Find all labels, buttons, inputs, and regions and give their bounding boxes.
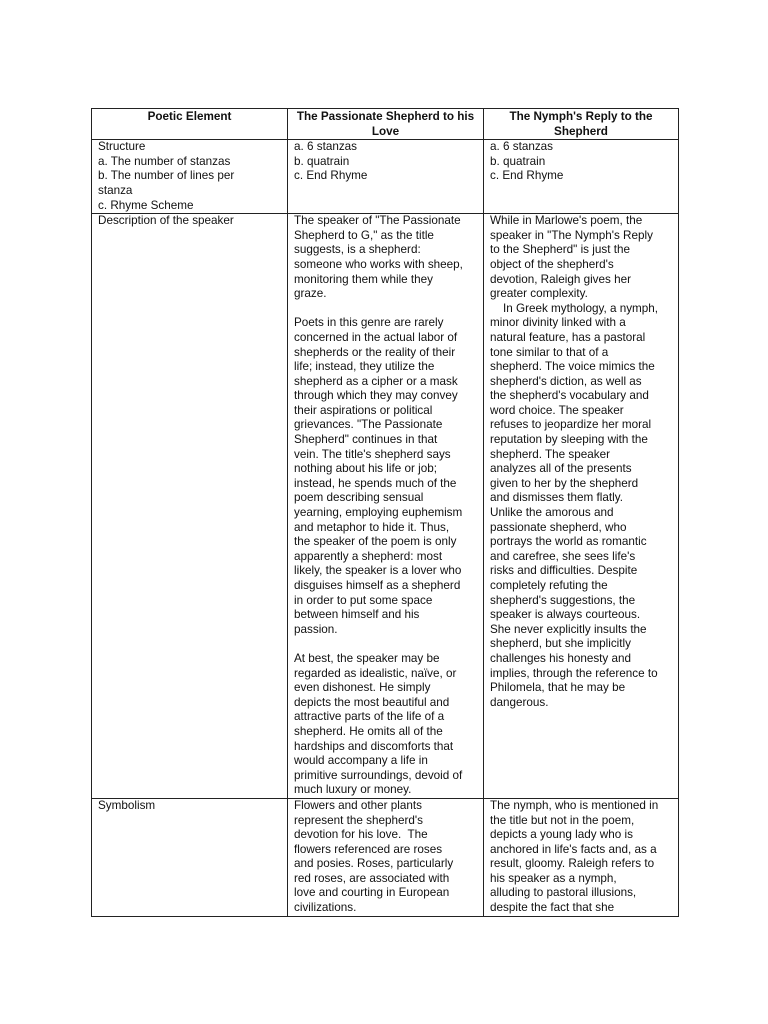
cell-line: greater complexity. bbox=[490, 287, 588, 301]
table-header-row bbox=[92, 109, 679, 140]
table-row-structure bbox=[92, 140, 679, 214]
cell-line: speaker is always courteous. bbox=[490, 608, 641, 622]
cell-line: Unlike the amorous and bbox=[490, 506, 614, 520]
cell-line: likely, the speaker is a lover who bbox=[294, 564, 462, 578]
cell-line: vein. The title's shepherd says bbox=[294, 447, 451, 461]
cell-line: the title but not in the poem, bbox=[490, 813, 635, 827]
cell-line: reputation by sleeping with the bbox=[490, 433, 648, 447]
table-row-description bbox=[92, 214, 679, 799]
cell-line: anchored in life's facts and, as a bbox=[490, 842, 657, 856]
cell-line: tone similar to that of a bbox=[490, 345, 609, 359]
cell-line: poem describing sensual bbox=[294, 491, 424, 505]
cell-line: someone who works with sheep, bbox=[294, 257, 463, 271]
cell-line: shepherd. The voice mimics the bbox=[490, 360, 655, 374]
cell-line: shepherd, but she implicitly bbox=[490, 637, 631, 651]
cell-symbolism-shepherd bbox=[288, 798, 484, 916]
cell-line: in order to put some space bbox=[294, 593, 433, 607]
cell-line: and posies. Roses, particularly bbox=[294, 857, 454, 871]
cell-line: grievances. "The Passionate bbox=[294, 418, 443, 432]
cell-line: concerned in the actual labor of bbox=[294, 330, 458, 344]
cell-symbolism-element bbox=[92, 798, 288, 916]
cell-line: apparently a shepherd: most bbox=[294, 549, 443, 563]
cell-line: flowers referenced are roses bbox=[294, 842, 443, 856]
cell-line: even dishonest. He simply bbox=[294, 681, 431, 695]
cell-line: Philomela, that he may be bbox=[490, 681, 626, 695]
cell-line: Poets in this genre are rarely bbox=[294, 316, 444, 330]
cell-line: nothing about his life or job; bbox=[294, 462, 437, 476]
cell-line: depicts the most beautiful and bbox=[294, 695, 450, 709]
cell-line: alluding to pastoral illusions, bbox=[490, 886, 637, 900]
cell-line: through which they may convey bbox=[294, 389, 458, 403]
cell-paragraph bbox=[294, 316, 477, 637]
cell-line: analyzes all of the presents bbox=[490, 462, 632, 476]
cell-line: shepherd's diction, as well as bbox=[490, 374, 642, 388]
cell-line: Description of the speaker bbox=[98, 214, 234, 228]
cell-line: c. Rhyme Scheme bbox=[98, 198, 194, 212]
cell-paragraph bbox=[294, 652, 477, 798]
cell-line: speaker in "The Nymph's Reply bbox=[490, 228, 653, 242]
cell-line: risks and difficulties. Despite bbox=[490, 564, 638, 578]
cell-line: stanza bbox=[98, 183, 133, 197]
cell-line: the shepherd's vocabulary and bbox=[490, 389, 649, 403]
cell-line: completely refuting the bbox=[490, 579, 608, 592]
cell-line: suggests, is a shepherd: bbox=[294, 243, 421, 257]
cell-line: despite the fact that she bbox=[490, 901, 615, 915]
cell-line: b. quatrain bbox=[294, 154, 350, 168]
cell-line: the speaker of the poem is only bbox=[294, 535, 457, 549]
cell-line: shepherd. The speaker bbox=[490, 447, 610, 461]
table-row-symbolism bbox=[92, 798, 679, 916]
cell-line: represent the shepherd's bbox=[294, 813, 423, 827]
cell-line: attractive parts of the life of a bbox=[294, 710, 445, 724]
cell-line: red roses, are associated with bbox=[294, 871, 450, 885]
cell-description-nymph bbox=[484, 214, 679, 799]
cell-line: word choice. The speaker bbox=[490, 403, 624, 417]
cell-structure-nymph bbox=[484, 140, 679, 214]
cell-line: c. End Rhyme bbox=[294, 169, 368, 183]
cell-line: c. End Rhyme bbox=[490, 169, 564, 183]
cell-line: a. 6 stanzas bbox=[294, 140, 358, 154]
cell-line: love and courting in European bbox=[294, 886, 450, 900]
cell-line: regarded as idealistic, naïve, or bbox=[294, 666, 457, 680]
cell-line: devotion for his love. The bbox=[294, 828, 428, 842]
cell-line: portrays the world as romantic bbox=[490, 535, 647, 549]
cell-line: their aspirations or political bbox=[294, 403, 433, 417]
cell-line: Flowers and other plants bbox=[294, 798, 422, 812]
cell-line: and carefree, she sees life's bbox=[490, 549, 636, 563]
cell-line: given to her by the shepherd bbox=[490, 476, 639, 490]
cell-line: passion. bbox=[294, 622, 338, 636]
cell-line: graze. bbox=[294, 287, 327, 301]
cell-line: instead, he spends much of the bbox=[294, 476, 457, 490]
cell-line: b. The number of lines per bbox=[98, 169, 235, 183]
cell-line: Shepherd" continues in that bbox=[294, 433, 438, 447]
cell-paragraph bbox=[294, 214, 477, 302]
cell-line: b. quatrain bbox=[490, 154, 546, 168]
cell-line: She never explicitly insults the bbox=[490, 622, 647, 636]
poetic-elements-table bbox=[91, 108, 679, 917]
cell-line: Shepherd to G," as the title bbox=[294, 228, 434, 242]
cell-line: would accompany a life in bbox=[294, 754, 428, 768]
cell-line: yearning, employing euphemism bbox=[294, 506, 463, 520]
cell-line: In Greek mythology, a nymph, bbox=[490, 301, 659, 315]
cell-line: disguises himself as a shepherd bbox=[294, 579, 461, 592]
cell-line: between himself and his bbox=[294, 608, 420, 622]
cell-line: passionate shepherd, who bbox=[490, 520, 627, 534]
cell-line: monitoring them while they bbox=[294, 272, 434, 286]
cell-line: refuses to jeopardize her moral bbox=[490, 418, 652, 432]
cell-line: to the Shepherd" is just the bbox=[490, 243, 630, 257]
cell-description-shepherd bbox=[288, 214, 484, 799]
cell-line: and metaphor to hide it. Thus, bbox=[294, 520, 450, 534]
cell-line: result, gloomy. Raleigh refers to bbox=[490, 857, 655, 871]
cell-line: his speaker as a nymph, bbox=[490, 871, 617, 885]
cell-line: Symbolism bbox=[98, 798, 156, 812]
cell-structure-shepherd bbox=[288, 140, 484, 214]
header-poetic-element: Poetic Element bbox=[92, 109, 288, 140]
cell-description-element bbox=[92, 214, 288, 799]
cell-line: shepherd as a cipher or a mask bbox=[294, 374, 458, 388]
header-nymphs-reply: The Nymph's Reply to the Shepherd bbox=[484, 109, 679, 140]
cell-line: life; instead, they utilize the bbox=[294, 360, 435, 374]
cell-line: natural feature, has a pastoral bbox=[490, 330, 646, 344]
cell-line: primitive surroundings, devoid of bbox=[294, 768, 463, 782]
cell-line: dangerous. bbox=[490, 695, 549, 709]
cell-line: The nymph, who is mentioned in bbox=[490, 798, 659, 812]
cell-line: challenges his honesty and bbox=[490, 651, 631, 665]
cell-line: The speaker of "The Passionate bbox=[294, 214, 461, 228]
cell-line: shepherd. He omits all of the bbox=[294, 724, 443, 738]
cell-line: At best, the speaker may be bbox=[294, 651, 440, 665]
cell-line: Structure bbox=[98, 140, 146, 154]
cell-line: civilizations. bbox=[294, 901, 357, 915]
cell-line: much luxury or money. bbox=[294, 783, 412, 797]
cell-line: minor divinity linked with a bbox=[490, 316, 626, 330]
cell-line: depicts a young lady who is bbox=[490, 828, 633, 842]
cell-line: shepherds or the reality of their bbox=[294, 345, 456, 359]
header-passionate-shepherd: The Passionate Shepherd to his Love bbox=[288, 109, 484, 140]
cell-line: While in Marlowe's poem, the bbox=[490, 214, 643, 228]
cell-line: a. The number of stanzas bbox=[98, 154, 231, 168]
cell-symbolism-nymph bbox=[484, 798, 679, 916]
cell-line: a. 6 stanzas bbox=[490, 140, 554, 154]
cell-line: implies, through the reference to bbox=[490, 666, 658, 680]
cell-line: shepherd's suggestions, the bbox=[490, 593, 636, 607]
cell-line: hardships and discomforts that bbox=[294, 739, 454, 753]
cell-structure-element bbox=[92, 140, 288, 214]
cell-line: devotion, Raleigh gives her bbox=[490, 272, 631, 286]
cell-line: and dismisses them flatly. bbox=[490, 491, 623, 505]
cell-line: object of the shepherd's bbox=[490, 257, 614, 271]
